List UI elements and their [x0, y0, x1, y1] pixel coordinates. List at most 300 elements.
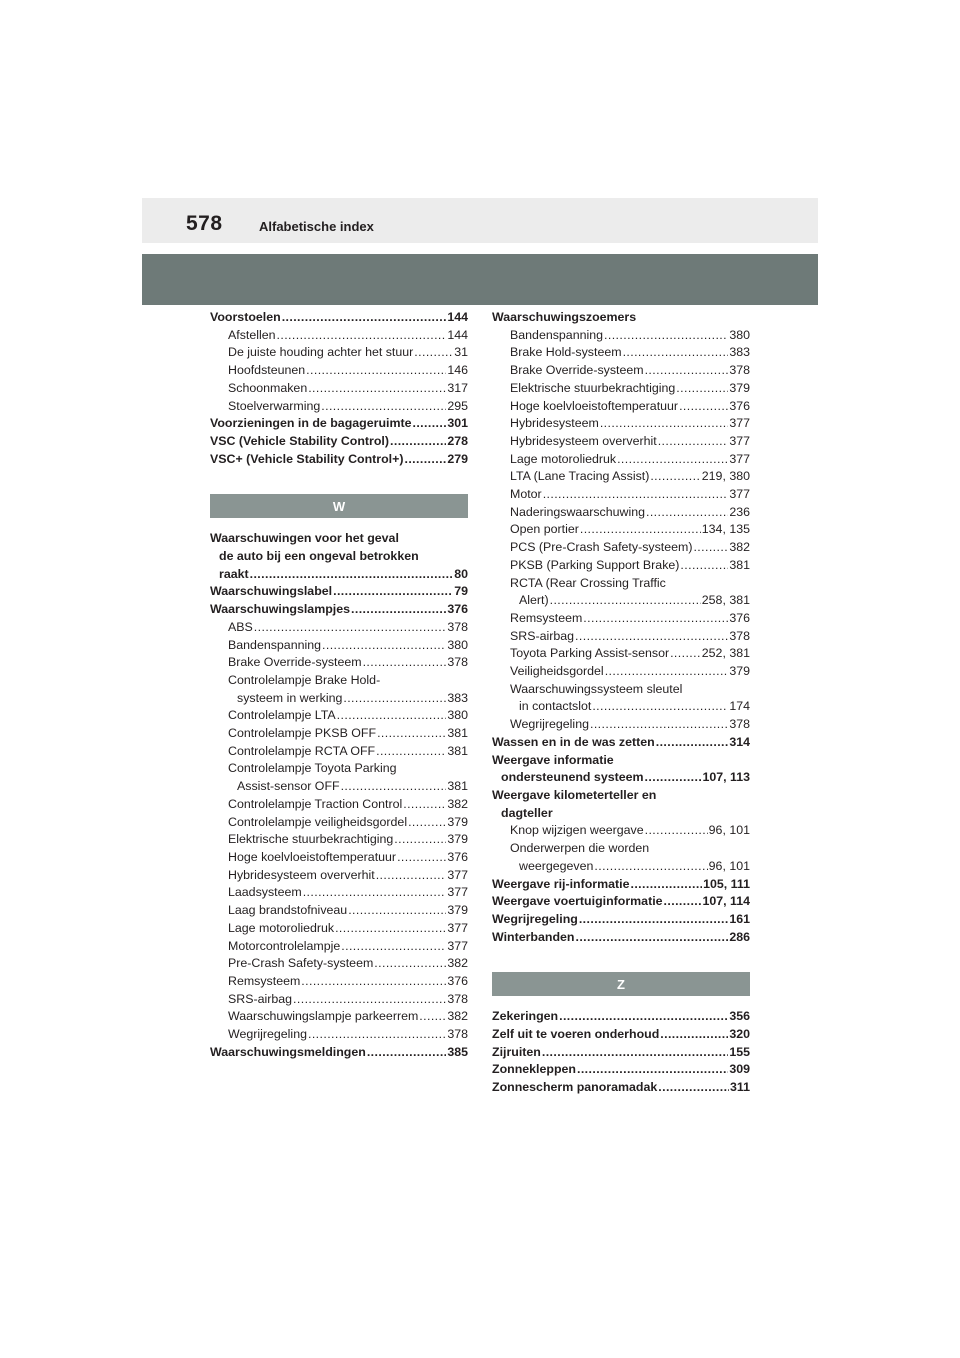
dot-leader	[367, 1044, 446, 1062]
index-entry-term: RCTA (Rear Crossing Traffic	[510, 575, 666, 590]
index-entry-page: 378	[447, 619, 468, 634]
index-entry-term: Toyota Parking Assist-sensor	[510, 646, 670, 661]
dot-leader	[322, 637, 446, 655]
index-entry	[210, 398, 468, 416]
index-entry	[210, 831, 468, 849]
index-entry	[492, 344, 750, 362]
index-entry-term: Remsysteem	[510, 610, 583, 625]
index-entry-page: 376	[447, 602, 468, 617]
index-entry	[210, 973, 468, 991]
index-entry-term: Waarschuwingslampje parkeerrem	[228, 1009, 419, 1024]
index-entry-term: Controlelampje veiligheidsgordel	[228, 814, 408, 829]
index-entry-term: Winterbanden	[492, 929, 575, 944]
dot-leader	[394, 831, 446, 849]
index-entry	[210, 1026, 468, 1044]
index-entry	[492, 451, 750, 469]
dot-leader	[282, 309, 447, 327]
index-entry	[210, 380, 468, 398]
index-entry	[210, 991, 468, 1009]
index-entry	[492, 1061, 750, 1079]
index-entry	[492, 309, 750, 327]
index-entry	[492, 698, 750, 716]
dot-leader	[580, 521, 701, 539]
index-entry	[210, 760, 468, 778]
index-entry-page: 107, 114	[702, 894, 750, 909]
index-entry-page: 174	[729, 699, 750, 714]
dot-leader	[577, 1061, 728, 1079]
index-entry-term: Waarschuwingszoemers	[492, 310, 637, 324]
index-entry-term: Controlelampje LTA	[228, 708, 336, 723]
index-entry-term: Naderingswaarschuwing	[510, 504, 645, 519]
index-column-left	[210, 309, 468, 1061]
index-entry-term: Remsysteem	[228, 973, 301, 988]
dot-leader	[658, 1079, 729, 1097]
dot-leader	[414, 344, 453, 362]
dot-leader	[583, 610, 728, 628]
index-entry-term: VSC+ (Vehicle Stability Control+)	[210, 451, 404, 466]
index-entry	[210, 451, 468, 469]
index-entry-term: Brake Override-systeem	[228, 655, 362, 670]
dot-leader	[693, 539, 728, 557]
index-entry-term: LTA (Lane Tracing Assist)	[510, 469, 650, 484]
index-entry-term: Controlelampje RCTA OFF	[228, 743, 376, 758]
index-entry-term: Hybridesysteem oververhit	[510, 433, 657, 448]
index-entry	[492, 362, 750, 380]
dot-leader	[351, 601, 446, 619]
index-entry-term: ondersteunend systeem	[501, 770, 644, 785]
index-entry	[210, 867, 468, 885]
index-entry-term: Hoge koelvloeistoftemperatuur	[228, 849, 397, 864]
index-entry-term: Waarschuwingen voor het geval	[210, 531, 399, 546]
index-entry-term: Waarschuwingsmeldingen	[210, 1044, 366, 1059]
dot-leader	[413, 415, 447, 433]
dot-leader	[670, 645, 701, 663]
dot-leader	[376, 743, 446, 761]
index-entry	[492, 504, 750, 522]
index-entry	[210, 902, 468, 920]
index-entry	[492, 893, 750, 911]
dot-leader	[576, 929, 729, 947]
dot-leader	[374, 955, 446, 973]
index-entry-term: Zekeringen	[492, 1009, 559, 1024]
index-entry-term: Bandenspanning	[228, 637, 322, 652]
dot-leader	[631, 876, 703, 894]
index-entry	[492, 415, 750, 433]
dot-leader	[680, 557, 728, 575]
dot-leader	[390, 433, 446, 451]
dot-leader	[308, 380, 446, 398]
index-entry-page: 378	[729, 717, 750, 732]
dot-leader	[676, 380, 728, 398]
index-entry-page: 80	[454, 566, 468, 581]
dot-leader	[679, 398, 728, 416]
index-entry-page: 377	[729, 416, 750, 431]
index-entry	[210, 566, 468, 584]
header-band	[142, 254, 818, 305]
dot-leader	[363, 654, 447, 672]
dot-leader	[419, 1008, 446, 1026]
index-entry-term: Zonnescherm panoramadak	[492, 1080, 658, 1095]
index-entry	[210, 884, 468, 902]
dot-leader	[321, 398, 446, 416]
index-entry-term: in contactslot	[519, 699, 592, 714]
index-entry	[492, 575, 750, 593]
dot-leader	[645, 769, 702, 787]
dot-leader	[658, 433, 729, 451]
index-entry-page: 376	[729, 398, 750, 413]
index-entry	[492, 787, 750, 805]
index-entry-page: 382	[447, 1009, 468, 1024]
index-entry-term: ABS	[228, 619, 253, 634]
index-entry-term: Zelf uit te voeren onderhoud	[492, 1027, 660, 1042]
index-entry	[492, 592, 750, 610]
index-entry-page: 161	[729, 911, 750, 926]
index-entry-page: 279	[447, 451, 468, 466]
index-entry-page: 219, 380	[701, 469, 750, 484]
dot-leader	[605, 663, 729, 681]
index-entry-page: 378	[729, 363, 750, 378]
index-entry-page: 155	[729, 1044, 750, 1059]
index-entry	[492, 628, 750, 646]
dot-leader	[343, 690, 446, 708]
index-entry-term: De juiste houding achter het stuur	[228, 345, 414, 360]
index-entry-page: 377	[447, 867, 468, 882]
index-entry-page: 377	[447, 885, 468, 900]
index-entry-page: 382	[729, 540, 750, 555]
index-entry-page: 309	[729, 1062, 750, 1077]
index-entry-page: 380	[447, 637, 468, 652]
index-entry-term: Elektrische stuurbekrachtiging	[510, 380, 676, 395]
index-entry-term: Assist-sensor OFF	[237, 779, 340, 794]
index-entry-term: VSC (Vehicle Stability Control)	[210, 433, 390, 448]
dot-leader	[254, 619, 447, 637]
index-entry-term: weergegeven	[519, 858, 594, 873]
index-list	[210, 309, 468, 468]
index-entry-page: 377	[447, 938, 468, 953]
index-entry	[492, 557, 750, 575]
index-entry	[210, 309, 468, 327]
index-entry-page: 146	[447, 363, 468, 378]
index-entry-term: Zonnekleppen	[492, 1062, 576, 1077]
index-entry-term: Weergave informatie	[492, 752, 614, 767]
index-entry	[210, 672, 468, 690]
index-entry	[492, 663, 750, 681]
dot-leader	[303, 884, 447, 902]
dot-leader	[617, 451, 728, 469]
index-entry-term: Voorstoelen	[210, 310, 281, 324]
index-entry-page: 144	[447, 327, 468, 342]
index-entry	[492, 521, 750, 539]
index-entry	[210, 530, 468, 548]
dot-leader	[656, 734, 729, 752]
index-list	[492, 309, 750, 946]
index-entry-page: 382	[447, 796, 468, 811]
index-entry-term: Hybridesysteem oververhit	[228, 867, 375, 882]
index-entry-page: 286	[729, 929, 750, 944]
index-entry-term: Afstellen	[228, 327, 276, 342]
index-entry-page: 252, 381	[701, 646, 750, 661]
letter-heading-w: W	[210, 494, 468, 518]
index-entry-page: 314	[729, 734, 750, 749]
index-entry	[492, 1044, 750, 1062]
index-entry-page: 379	[447, 832, 468, 847]
index-entry	[492, 380, 750, 398]
index-entry-term: Stoelverwarming	[228, 398, 321, 413]
index-entry	[210, 920, 468, 938]
index-entry-page: 382	[447, 956, 468, 971]
index-entry-term: Waarschuwingssysteem sleutel	[510, 681, 683, 696]
index-entry-page: 107, 113	[702, 770, 750, 785]
index-entry	[492, 433, 750, 451]
index-entry-term: Wegrijregeling	[510, 717, 589, 732]
index-entry	[210, 362, 468, 380]
dot-leader	[650, 468, 700, 486]
letter-heading-z: Z	[492, 972, 750, 996]
index-entry-page: 379	[447, 903, 468, 918]
dot-leader	[623, 344, 729, 362]
index-entry-page: 380	[447, 708, 468, 723]
dot-leader	[600, 415, 728, 433]
dot-leader	[645, 822, 708, 840]
index-entry-page: 79	[454, 584, 468, 599]
dot-leader	[559, 1008, 728, 1026]
index-column-right	[492, 309, 750, 1097]
index-entry-page: 356	[729, 1009, 750, 1024]
index-entry	[492, 769, 750, 787]
index-entry-term: Hoofdsteunen	[228, 363, 306, 378]
index-entry-term: Voorzieningen in de bagageruimte	[210, 416, 412, 431]
dot-leader	[397, 849, 446, 867]
index-entry-page: 378	[447, 1027, 468, 1042]
index-entry	[492, 1008, 750, 1026]
index-entry	[210, 415, 468, 433]
index-entry	[210, 778, 468, 796]
index-entry	[210, 327, 468, 345]
index-entry	[210, 344, 468, 362]
dot-leader	[333, 583, 453, 601]
index-entry	[492, 858, 750, 876]
index-entry-term: Weergave kilometerteller en	[492, 787, 657, 802]
index-entry-term: Lage motoroliedruk	[228, 920, 335, 935]
index-entry-term: SRS-airbag	[510, 628, 575, 643]
dot-leader	[590, 716, 728, 734]
index-entry-term: systeem in werking	[237, 690, 343, 705]
dot-leader	[377, 725, 446, 743]
dot-leader	[308, 1026, 446, 1044]
index-entry-page: 379	[729, 664, 750, 679]
dot-leader	[341, 938, 446, 956]
index-entry-term: PCS (Pre-Crash Safety-systeem)	[510, 540, 693, 555]
index-entry-page: 105, 111	[703, 876, 750, 891]
index-entry-term: raakt	[219, 566, 249, 581]
index-entry	[210, 938, 468, 956]
index-entry-term: SRS-airbag	[228, 991, 293, 1006]
index-entry-page: 379	[447, 814, 468, 829]
index-entry-term: Lage motoroliedruk	[510, 451, 617, 466]
dot-leader	[645, 362, 729, 380]
index-entry	[492, 1026, 750, 1044]
index-entry	[210, 707, 468, 725]
dot-leader	[337, 707, 447, 725]
index-entry-term: Zijruiten	[492, 1044, 541, 1059]
index-entry-page: 385	[447, 1044, 468, 1059]
index-entry-page: 134, 135	[701, 522, 750, 537]
index-entry	[210, 583, 468, 601]
index-entry-term: PKSB (Parking Support Brake)	[510, 557, 680, 572]
index-entry-page: 377	[729, 451, 750, 466]
index-entry	[492, 911, 750, 929]
index-entry-term: Waarschuwingslabel	[210, 584, 333, 599]
dot-leader	[404, 451, 446, 469]
index-entry-page: 376	[447, 973, 468, 988]
index-entry-term: Schoonmaken	[228, 380, 308, 395]
index-entry-term: Controlelampje Traction Control	[228, 796, 403, 811]
index-entry	[492, 327, 750, 345]
index-entry	[210, 814, 468, 832]
index-entry-page: 383	[729, 345, 750, 360]
index-entry-term: Controlelampje Toyota Parking	[228, 761, 397, 776]
index-entry-term: Hybridesysteem	[510, 416, 599, 431]
index-entry-page: 378	[447, 655, 468, 670]
index-entry-term: Laadsysteem	[228, 885, 302, 900]
index-entry-page: 378	[729, 628, 750, 643]
index-entry-page: 378	[447, 991, 468, 1006]
index-entry	[210, 637, 468, 655]
dot-leader	[301, 973, 446, 991]
dot-leader	[306, 362, 446, 380]
index-entry-term: Hoge koelvloeistoftemperatuur	[510, 398, 679, 413]
index-entry-page: 96, 101	[708, 858, 750, 873]
index-entry-page: 96, 101	[708, 823, 750, 838]
index-entry-page: 236	[729, 504, 750, 519]
dot-leader	[376, 867, 447, 885]
index-entry	[210, 654, 468, 672]
index-entry	[210, 849, 468, 867]
index-entry-page: 144	[447, 310, 468, 324]
index-entry	[492, 752, 750, 770]
index-entry-term: Wassen en in de was zetten	[492, 734, 655, 749]
dot-leader	[293, 991, 446, 1009]
index-entry-page: 381	[447, 779, 468, 794]
index-entry	[492, 486, 750, 504]
index-entry-term: Controlelampje Brake Hold-	[228, 672, 381, 687]
index-entry	[492, 840, 750, 858]
dot-leader	[604, 327, 728, 345]
dot-leader	[403, 796, 446, 814]
index-entry	[210, 743, 468, 761]
index-entry-term: Veiligheidsgordel	[510, 664, 604, 679]
index-entry	[210, 601, 468, 619]
dot-leader	[646, 504, 728, 522]
index-entry-page: 379	[729, 380, 750, 395]
index-entry-page: 301	[447, 416, 468, 431]
index-entry	[492, 716, 750, 734]
index-entry	[210, 433, 468, 451]
dot-leader	[335, 920, 446, 938]
index-entry-term: Motorcontrolelampje	[228, 938, 341, 953]
index-entry	[492, 805, 750, 823]
index-entry-page: 381	[447, 743, 468, 758]
dot-leader	[348, 902, 446, 920]
index-entry	[492, 876, 750, 894]
index-entry-term: Alert)	[519, 593, 549, 608]
index-entry	[492, 681, 750, 699]
index-list	[210, 530, 468, 1061]
index-entry-term: de auto bij een ongeval betrokken	[219, 549, 419, 564]
index-entry	[492, 398, 750, 416]
index-entry-term: Open portier	[510, 522, 579, 537]
index-entry	[492, 645, 750, 663]
index-entry-term: Bandenspanning	[510, 327, 604, 342]
dot-leader	[250, 566, 454, 584]
index-entry-term: Motor	[510, 487, 542, 502]
dot-leader	[664, 893, 702, 911]
dot-leader	[592, 698, 728, 716]
index-entry	[210, 796, 468, 814]
index-entry	[210, 955, 468, 973]
index-entry-term: Onderwerpen die worden	[510, 841, 650, 856]
dot-leader	[341, 778, 447, 796]
header-bar	[142, 198, 818, 243]
dot-leader	[542, 1044, 728, 1062]
index-entry-page: 31	[454, 345, 468, 360]
index-entry-term: Wegrijregeling	[228, 1027, 307, 1042]
index-list	[492, 1008, 750, 1097]
dot-leader	[575, 628, 728, 646]
index-entry-term: Elektrische stuurbekrachtiging	[228, 832, 394, 847]
index-entry-page: 317	[447, 380, 468, 395]
index-entry-term: Weergave rij-informatie	[492, 876, 630, 891]
index-entry-page: 381	[447, 726, 468, 741]
page-title: Alfabetische index	[259, 219, 374, 234]
index-entry	[492, 468, 750, 486]
index-entry-page: 377	[447, 920, 468, 935]
index-entry-term: Laag brandstofniveau	[228, 903, 348, 918]
index-entry	[210, 690, 468, 708]
index-entry	[210, 1008, 468, 1026]
dot-leader	[579, 911, 728, 929]
index-entry	[492, 734, 750, 752]
index-entry-term: Pre-Crash Safety-systeem	[228, 956, 374, 971]
index-entry	[210, 1044, 468, 1062]
index-entry-page: 311	[730, 1080, 750, 1095]
index-entry	[492, 822, 750, 840]
index-entry-page: 383	[447, 690, 468, 705]
index-entry-term: Wegrijregeling	[492, 911, 578, 926]
index-entry-page: 380	[729, 327, 750, 342]
index-entry	[492, 929, 750, 947]
dot-leader	[550, 592, 701, 610]
dot-leader	[660, 1026, 728, 1044]
index-entry-term: Brake Hold-systeem	[510, 345, 622, 360]
index-entry	[492, 539, 750, 557]
index-entry-page: 295	[447, 398, 468, 413]
dot-leader	[408, 814, 446, 832]
index-entry-page: 376	[729, 610, 750, 625]
index-entry-term: Controlelampje PKSB OFF	[228, 726, 377, 741]
index-entry-page: 258, 381	[701, 593, 750, 608]
index-entry-page: 376	[447, 849, 468, 864]
index-entry	[210, 619, 468, 637]
dot-leader	[594, 858, 707, 876]
dot-leader	[543, 486, 729, 504]
index-entry-page: 377	[729, 487, 750, 502]
index-entry	[210, 548, 468, 566]
index-entry	[492, 1079, 750, 1097]
page-number: 578	[186, 212, 223, 235]
index-entry-page: 278	[447, 433, 468, 448]
index-entry-term: Knop wijzigen weergave	[510, 823, 644, 838]
